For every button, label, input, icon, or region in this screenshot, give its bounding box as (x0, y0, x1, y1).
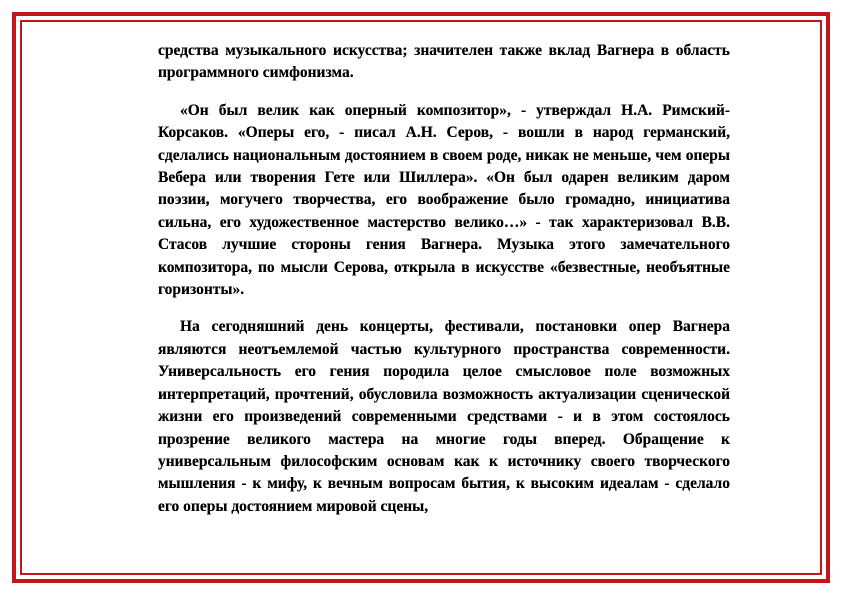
paragraph-continuation: средства музыкального искусства; значителен также вклад Вагнера в область программного симфонизма. (158, 42, 730, 82)
paragraph-modern-legacy: На сегодняшний день концерты, фестивали, постановки опер Вагнера являются неотъемлемой частью культурного пространства современности. Универсальность его гения породила целое смысловое поле возможных интерпретаций, прочтений, обусловила возможность актуализации сценической жизни его произведений современными средствами - и в этом состоялось прозрение великого мастера на многие годы вперед. Обращение к универсальным философским основам как к источнику своего творческого мышления - к мифу, к вечным вопросам бытия, к высоким идеалам - сделало его оперы достоянием мировой сцены, (158, 318, 730, 515)
page-body (158, 40, 730, 533)
paragraph-quotes: «Он был велик как оперный композитор», - утверждал Н.А. Римский-Корсаков. «Оперы его, - писал А.Н. Серов, - вошли в народ германский, сделались национальным достоянием в своем роде, никак не меньше, чем оперы Вебера или творения Гете или Шиллера». «Он был одарен великим даром поэзии, могучего творчества, его воображение было громадно, инициатива сильна, его художественное мастерство велико…» - так характеризовал В.В. Стасов лучшие стороны гения Вагнера. Музыка этого замечательного композитора, по мысли Серова, открыла в искусстве «безвестные, необъятные горизонты». (158, 101, 730, 299)
